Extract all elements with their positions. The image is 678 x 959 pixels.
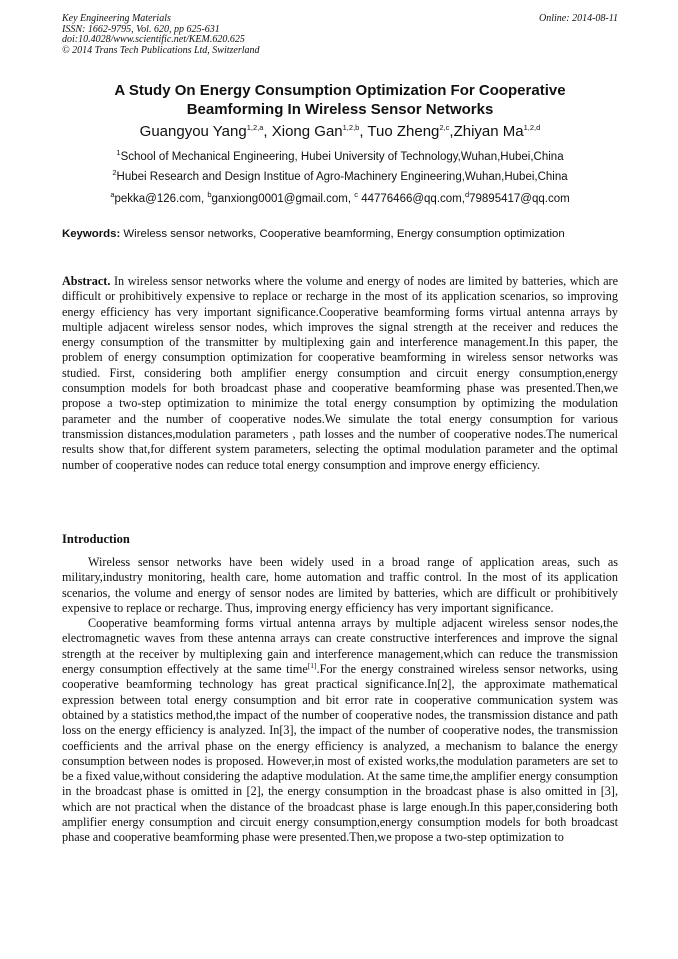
copyright-line: © 2014 Trans Tech Publications Ltd, Switzerland: [62, 44, 260, 56]
journal-header: [62, 14, 618, 56]
title-line-1: A Study On Energy Consumption Optimization For Cooperative: [114, 82, 566, 99]
author-name: Guangyou Yang: [139, 123, 247, 140]
email-sup: b: [207, 190, 212, 200]
paragraph: [62, 616, 618, 845]
affiliation-text: Hubei Research and Design Institue of Agro-Machinery Engineering,Wuhan,Hubei,China: [116, 171, 568, 183]
email-sup: d: [464, 190, 470, 200]
author-sup: 1,2,a: [246, 123, 264, 132]
author-name: Zhiyan Ma: [453, 123, 524, 140]
author-sup: 2,c: [439, 123, 450, 132]
email-text: 79895417@qq.com: [469, 193, 570, 205]
abstract: [62, 274, 618, 473]
affiliation-text: School of Mechanical Engineering, Hubei University of Technology,Wuhan,Hubei,China: [120, 151, 564, 163]
email-sup: c: [354, 190, 358, 200]
issn-line: ISSN: 1662-9795, Vol. 620, pp 625-631: [62, 23, 220, 35]
citation-ref: [1]: [307, 661, 317, 671]
email-text: 44776466@qq.com,: [358, 193, 465, 205]
affiliation-sup: 2: [112, 168, 117, 178]
online-date: Online: 2014-08-11: [539, 13, 618, 24]
paragraph-text: Cooperative beamforming forms virtual antenna arrays by multiple adjacent wireless sensor nodes,the electromagnetic waves from these antenna arrays can create constructive interferences and improve the signal strength at the receiver by multiplexing gain and interference management,which can reduce the transmission energy consumption effectively at the same time: [62, 616, 618, 677]
author-name: Tuo Zheng: [367, 123, 440, 140]
email-text: ganxiong0001@gmail.com,: [211, 193, 355, 205]
affiliation-sup: 1: [116, 148, 121, 158]
author-sup: 1,2,b: [342, 123, 360, 132]
email-line: [62, 192, 618, 206]
author-name: Xiong Gan: [271, 123, 343, 140]
author-sep: ,: [263, 123, 272, 140]
email-text: pekka@126.com,: [114, 193, 208, 205]
abstract-label: Abstract.: [62, 274, 111, 288]
author-list: [62, 123, 618, 141]
paragraph: Wireless sensor networks have been widely used in a broad range of application areas, such as military,industry monitoring, health care, home automation and traffic control. In the most of its application scenarios, the volume and energy of sensor nodes are limited by batteries, which are difficult or prohibitively expensive to replace or recharge. Thus, improving energy efficiency has very important significance.: [62, 555, 618, 615]
title-line-2: Beamforming In Wireless Sensor Networks: [186, 101, 494, 118]
doi-line: doi:10.4028/www.scientific.net/KEM.620.625: [62, 34, 245, 46]
keywords: [62, 227, 618, 242]
keywords-text: Wireless sensor networks, Cooperative beamforming, Energy consumption optimization: [123, 228, 565, 240]
section-heading: Introduction: [62, 532, 130, 546]
author-sup: 1,2,d: [523, 123, 541, 132]
paragraph-text: .For the energy constrained wireless sensor networks, using cooperative beamforming technology has great practical significance.In[2], the approximate mathematical expression between total energy consumption and bit error rate in cooperative communication system was obtained by a statistics method,the impact of the number of cooperative nodes, the transmission distance and path loss on the energy efficiency is analyzed. In[3], the impact of the number of cooperative nodes, the transmission coefficients and the arrival phase on the energy efficiency is analyzed, a mechanism to balance the energy consumption between nodes is proposed. However,in most of existed works,the modulation parameters are set to be a fixed value,without considering the adaptive modulation. At the same time,the amplifier energy consumption in the broadcast phase is omitted in [2], the energy consumption in the broadcast phase is also omitted in [3], which are not practical when the distance of the broadcast phase is large enough.In this paper,considering both amplifier energy consumption and circuit energy consumption,energy consumption models for both broadcast phase and cooperative beamforming phase were presented.Then,we propose a two-step optimization to: [62, 662, 618, 845]
keywords-label: Keywords:: [62, 228, 121, 240]
introduction-body: [62, 555, 618, 846]
paper-title: [62, 81, 618, 119]
affiliation-1: [62, 150, 618, 164]
abstract-text: In wireless sensor networks where the volume and energy of nodes are limited by batteries, which are difficult or prohibitively expensive to replace or recharge in the most of its application scenarios, so improving energy efficiency has very important significance.Cooperative beamforming forms virtual antenna arrays by multiple adjacent wireless sensor nodes, which improves the signal strength at the receiver and reduces the energy consumption of the transmitter by multiplexing gain and interference management.In this paper, the problem of energy consumption optimization for cooperative beamforming in wireless sensor networks was studied. First, considering both amplifier energy consumption and circuit energy consumption,energy consumption models for both broadcast phase and cooperative beamforming phase was presented.Then,we propose a two-step optimization to minimize the total energy consumption by optimizing the modulation parameter and the number of cooperative nodes.We simulate the total energy consumption for various transmission distances,modulation parameters , path losses and the number of cooperative nodes.The numerical results show that,for different system parameters, selecting the optimal modulation parameter and the optimal number of cooperative nodes can reduce total energy consumption and improve energy efficiency.: [62, 274, 618, 472]
journal-name: Key Engineering Materials: [62, 13, 171, 24]
author-sep: ,: [359, 123, 368, 140]
affiliation-2: [62, 170, 618, 184]
email-sup: a: [110, 190, 115, 200]
author-sep: ,: [449, 123, 454, 140]
